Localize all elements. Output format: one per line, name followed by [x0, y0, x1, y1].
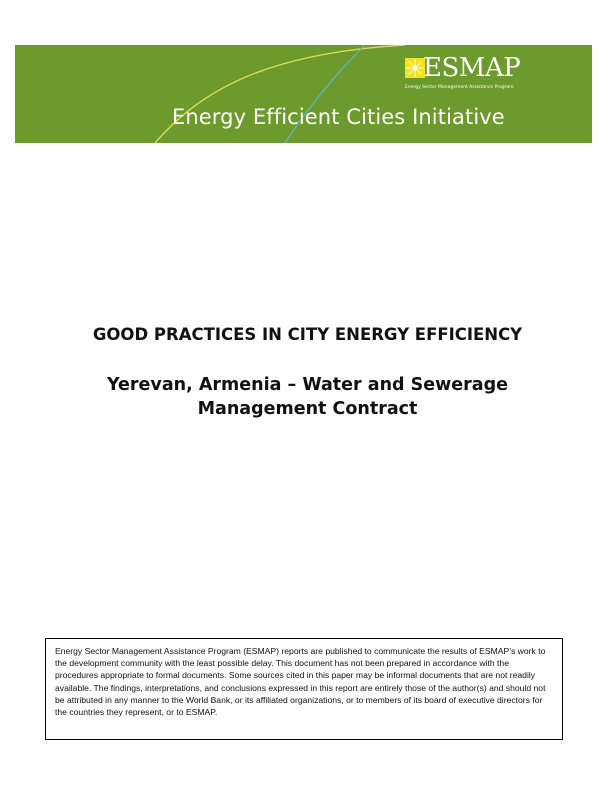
esmap-logo: [405, 53, 535, 96]
disclaimer-box: [45, 638, 563, 740]
sun-icon: [405, 58, 425, 78]
banner-title: Energy Efficient Cities Initiative: [172, 105, 505, 129]
subtitle-line-1: Yerevan, Armenia – Water and Sewerage: [106, 375, 508, 395]
document-subtitle: [0, 373, 615, 421]
header-banner: [15, 45, 592, 143]
logo-wordmark: ESMAP: [423, 53, 521, 83]
disclaimer-text: Energy Sector Management Assistance Program (ESMAP) reports are published to communicate the results of ESMAP’s work to the development community with the least possible delay. This document has not been prepared in accordance with the procedures appropriate to formal documents. Some sources cited in this paper may be informal documents that are not readily available. The findings, interpretations, and conclusions expressed in this report are entirely those of the author(s) and should not be attributed in any manner to the World Bank, or its affiliated organizations, or to members of its board of executive directors for the countries they represent, or to ESMAP.: [55, 646, 546, 718]
subtitle-line-2: Management Contract: [197, 399, 418, 419]
logo-tagline: Energy Sector Management Assistance Program: [405, 85, 514, 90]
document-title: GOOD PRACTICES IN CITY ENERGY EFFICIENCY: [92, 325, 523, 344]
